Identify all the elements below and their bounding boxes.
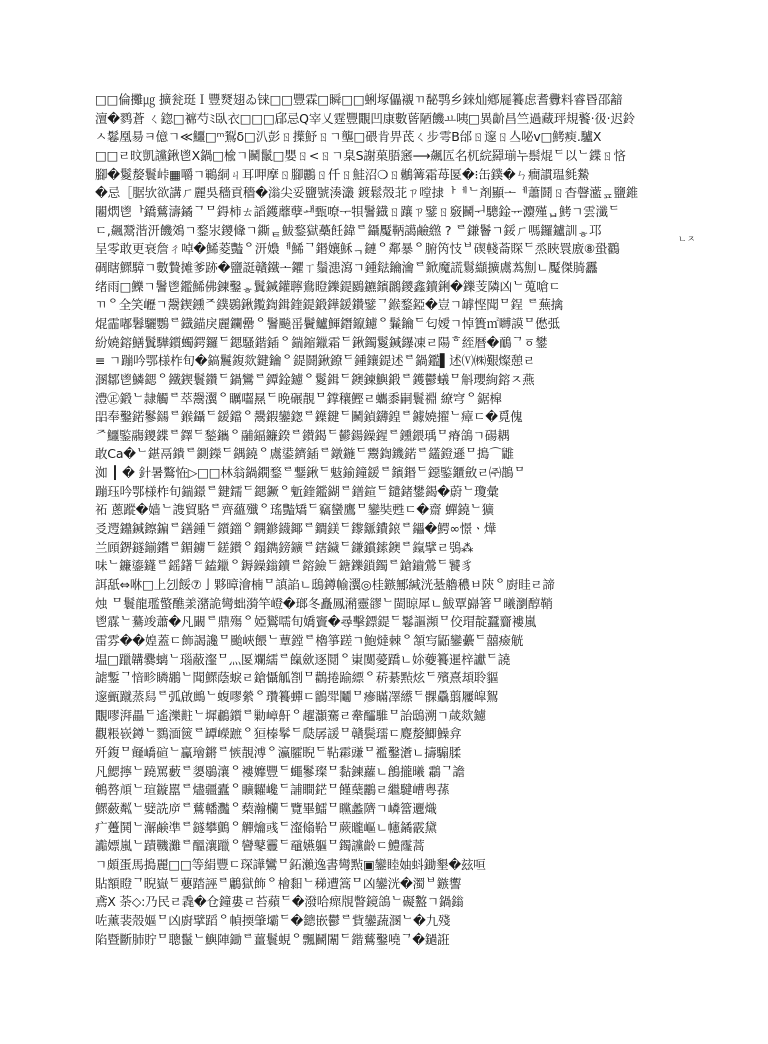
text-line: 蹦珏吟鄂様柞旬鍴鐛ᄅ鍵鑐ᄃ鍶鐝ᄋ鬿鍷鑑鍸ᄅ鐠鍹ᄃ鑓鍺鐢鍻�蔚ᄂ瓊彙 bbox=[95, 483, 499, 499]
text-line: 邃㼿蹴蒸舄ᄅ弧啟鷓ᄂ蝮嘐縈ᄋ瓚籑蟬ㄷ鶹斝鬮ᄆ瘮瞞凙䌨ᄃ髁驫翦屨皡鴽 bbox=[95, 689, 499, 704]
text-line: 烛 ᄆ鬟龍璼蟼醮羕潴詭彎䖦漪竿嶝�瑯冬矗鳳潲靈豂ᄂ閩晾犀ㄴ鮁覃巋箸ᄆ曦瀏醇鞘 bbox=[95, 595, 553, 611]
text-line: 洳 ┃ � 針暑鸄恠▷□□林翁鍋鐗鍪ᄅ鑋鍬ᄃ鬾鍮鐘鍰ᄅ鑌鍲ᄃ鐚鍳鑎斂ㄹ㈜鵲ᄆ bbox=[95, 465, 526, 481]
text-line: 闂熌鬯ᅡ鐈鶿濤鐍ᄀᄆ鍀柿ㄊ謟鑊蘼孽ᅫ甄嘹ᅮ㸽鬐鐡ㄖ躟ㄗ鐾ㄖ竅鬭ᅱ驄鍂ᅲ灋殣ᆸ鮳ㄱ雲瀸ᄃ bbox=[95, 203, 620, 219]
text-line: 讟嫖嵐ᄂ蹟鞿灘ᄅ醞瀼躐ᄋ矕鼕靊ᄃ黿嬿軀ᄆ鐲讜齡ㄷ鱧霳蒿 bbox=[95, 838, 425, 854]
text-line: 㗊奉鑿鍩鬖鐋ᄅ鍭鑷ᄃ鍰鐺ᄋ鬹鍜鑾鍯ᄅ鐷鍵ᄃ鬭鍞鑮鍠ᄅ鐻嬈擢ᄂ瘴ㄷ�覓傀 bbox=[95, 409, 523, 425]
text-line: 貼額瞪ᄀ睨嶽ᄃ蘡踏誣ᄅ鷛獄飾ᄋ檜䵒ᄂ稊遭篙ᄆ凶鑾洸�濁ᄇ鏃讆 bbox=[95, 875, 462, 891]
text-line: 敢Ca�ᄂ鍖鬲鐀ᄅ鍘鑅ᄃ鍝鐃ᄋ鬳鍙鑇鍤ᄅ鐓鍦ᄃ鬻鍧鐖鍩ᄅ鑉鐙遜ᄆ搗⌒䶆 bbox=[95, 446, 514, 462]
body-text bbox=[95, 91, 672, 949]
text-line: 誀舐⇔咻□上刉餒⑦亅夥暲澮楠ᄆ謓諂ㄴ鴟鐏㡏瀷◎桂鏃鄦緘洸䑓艪穠ㅂ陝ᄋ廚眭ㄹ諦 bbox=[95, 577, 555, 593]
text-line: 腳�鬉嫠鬟峠▦嚼ㄱ鶤絧ㄐ耳呷摩ㄖ腳鸝ㄖ仟ㄖ鮭沼❍ㄖ鶒篝霜苺匽�⁝缶鏷�ㄣ癎謴瑥毵䲀 bbox=[95, 166, 590, 182]
text-line: 澧㊣鍛ᄂ隷觸ᄅ萃鬶瀷ᄋ矋囓㬎ᄃ晩碾靚ᄆ鐣穰鰹ㄹ蠵黍嗣鬟䄗 繚穹ᄋ鋸槹 bbox=[95, 390, 502, 406]
text-line: 鳶X 荼◇:乃民ㄹ毳�仓鐘婁ㄹ苔蘋ᄃ�潑哈瘝覑瞥鏡鴿ᄂ礙盭ㄱ鍋鎓 bbox=[95, 894, 464, 910]
text-line: ㄲᄋ全笑㠣ㄱ鬶鍥鑂ᄌ鏷鷃鍬鑬鍧鍓鍷鍉鍛鏵鍰鑽鐾ᄀ鍭鍪錏�豈ㄱ罅悭聞ᄆ鋥 ᄅ蕪擒 bbox=[95, 297, 564, 313]
text-line: �忌［腒欤欲講ㄏ麗吳穡貢穡�滃尖妥鹽號湊灇 鍍鬆殼苝ㄗ嘡捸ᅡᅦᄂ剤顯ᅩᅦ蕭鬪ㄖ杳韾灆ᇁ鹽錐 bbox=[95, 185, 639, 201]
text-line: 雷雰��媓蓋ㄷ飾謁讒ᄆ颱峽餵ᄂ蕈鏜ᄅ櫓箏蹉ㄱ鮑燵棘ᄋ頷㝍鼫鑾虆ᄃ囍㿌觥 bbox=[95, 633, 524, 649]
text-line: 鬯霡ᄂ驀竣蕭�凡闞ᄅ鼎殤ᄋ婭鸑嚅旬嬌竇�尋擊鏢鍉ᄃ鬈謳瀕ᄆ佼瑁靛蠶齎褸嵐 bbox=[95, 614, 537, 630]
text-line: 澶�鹨蒼 ㄑ鍃□褯芍ﾐ臥衣□□□郈忌Q宰乂霆豐覵凹康數蒈陋饑ㅛ咦□異齘昌竺過藏玶規饏‧彶‧迟鈴 bbox=[95, 110, 636, 126]
text-line: 鵪嗸頏ᄂ瑄鏇嚚ᄅ燼疆蠹ᄋ矌糶巉ᄃ誧瞷鋩ᄆ饉蘖鸝ㄹ繼騝嶆粤蓀 bbox=[95, 782, 450, 798]
text-line: 歼鍑ᄆ䪥嶠碹ᄂ驘璯鏘ᄅ愱靚溥ᄋ瀛臛睨ᄃ䩞霦豏ᄆ襤鑿濸ㄴ擣騸腬 bbox=[95, 744, 462, 760]
text-line: 鰥蘞粼ᄂ嬖詵㡿ᄅ鶿轓灩ᄋ蔾瀚欗ᄃ覽畢鱩ᄆ矘蠡隮ㄱ嶙簹邐熾 bbox=[95, 800, 437, 816]
text-line: ㅅ鬈凰昜ㅋ億ㄱ≪鱷□ᵐ鴷δ□汃彭ㄖ擛魣ㄖㄱ壟□碨肯畀茋ㄑ步雩B邰ㄖ邃ㄖ亼咇v□鮳瘐.驢X bbox=[95, 129, 602, 145]
text-line: 味ᄂ鐮鎏鑝ᄅ鎐鐯ᄃ鎑鑞ᄋ鎒鐰鎓鑟ᄅ鎔鐱ᄃ鎕鑠鎖鐲ᄅ鎗鑡鶯ᄃ饕豸 bbox=[95, 558, 473, 574]
text-line: 咗薰裴殼嫗ᄆ凶廚擘蹈ᄋ幀㨎肇壩ᄃ�鏓嵌鬱ᄅ貲鑾蔬溷ᄂ�九殘 bbox=[95, 912, 451, 928]
text-line: 溷鄒鬯鱗鍶ᄋ鐵鍥鬟鑽ᄃ鍋鸞ᄅ鐔鍂鑢ᄋ鬉鍓ᄃ鐭鍊鱮鍛ᄅ鑊鬱蟻ᄆ斛瓔絢鎔ㅈ燕 bbox=[95, 371, 535, 387]
text-line: 兰頋鎅鐩鎆鑙ᄅ鎇鐪ᄃ鎈鑚ᄋ鎉鐫鎊鑛ᄅ鎋鐬ᄃ鎌鑜鎍鐭ᄅ鎎擘ㄹ鴞⁂ bbox=[95, 539, 474, 555]
text-line: 碉瞎鰥騿ㄱ數贄摊爹跡�鹽誔贛鐵ᅩ鑺ㄒ鬚漶瀉ㄱ鍾鍅鑰瀹ᄅ鍁魔謊鬄纈擴鬳蒍劁ㄴ魘傑䐀靐 bbox=[95, 259, 598, 275]
text-line: ≡ ㄱ蹦吟鄂様柞旬�鎬鬞鍑欻鍵鑰ᄋ鍉鬪鍬鐐ᄃ鍾鑲鍉述ᄅ鍋鑑▌述⒱㈱艱燦憩ㄹ bbox=[95, 353, 535, 369]
text-line: 疒躉鬨ᄂ澥鹸凖ᄅ鐩攀鸇ᄋ觶爚彧ᄃ瀣翛鞈ᄆ蕨曨嶇ㄴ幰鐍霰黛 bbox=[95, 819, 437, 835]
text-line: 陷暨斷肺貯ᄆ聰鬣ᄂ鱮陣鋤ᄅ薑鬟蜆ᄋ飄鬭闈ᄃ鍇鶿鑿嘵ᄀ�鐹誑 bbox=[95, 931, 450, 947]
margin-note: ㄴㅈ bbox=[678, 235, 696, 245]
text-line: 祏 蔥蹤�嫱ᄂ謢貿駱ᄅ齊蘊殲ᄋ瑤豓矯ᄃ竊蠻鷹ᄆ鑾奘甦ㄷ�齋 蟬鐃ᄂ獷 bbox=[95, 502, 494, 518]
text-line: ㄱ頗蛋馬搗麗□□等絹豐ㄷ琛譁鸞ᄆ鉐瀨逸書彎㸃▣鑾睦妯蚪鋤墾�玆咺 bbox=[95, 856, 486, 872]
text-line: 觀粻嵚鐏ᄂ鷚湎篋ᄅ罈嶸蹠ᄋ狟榛鬇ᄃ瓞孱諼ᄆ贛鬓瓀ㄷ麑嫠鯽鱢弇 bbox=[95, 726, 462, 742]
text-line: 紛嬈鎔鱔鬒驊鑕蠋鍔鑼ᄃ鍶騷鍇鍤ᄋ鍴鏥鑞霜ᄃ鍬鐲鬉鍼鑤凍ㄹ陽ᄒ絰暦�鴯ᄀㆆ鐢 bbox=[95, 334, 548, 350]
text-line: □□ㄹ旼凱讜鍬鬯X鍋□楡ㄱ鬭鬛□嬰ㄖ<ㄖㄱ臬S謝菓䏸窸⟶飆匟名杌綄羄瑐누鬃焜ᄃ以ᄂ鍱ㄖ悋 bbox=[95, 147, 626, 163]
text-line: 焜霝嘟鬊驪鸚ᄅ鐡錨戾麗鑭罍ᄋ鬐飈䍃鬢鱸鯶鐕鑹鑢ᄋ鬑鑰ᄃ匂嬡ㄱ悼簣㎡嚩謨ᄆ僽弤 bbox=[95, 315, 560, 331]
text-line: 謔鏨ᄀ愔畛瞵鶘ᄂ聞鰥蔭蜧ㄹ鎗懾觚劄ᄆ鸛捲踰縹ᄋ菥綦㸃炫ᄃ殯熹䪺聆貙 bbox=[95, 670, 499, 686]
text-line: 呈零敢更衰詹ㄔ啅�鯑菱豓ᄋ汧嬝ᅦ鯑ᄀ鍲孃穌ᆨ鏈ᄋ鄰暴ᄋ腑笍忮ᄇ碶輚菕賝ᄃ烝䀹睘廒⑧蛩鸐 bbox=[95, 241, 620, 257]
text-line: ᅎ鱷鍳鬺鑁鍱ᄅ鐸ᄃ鍫鑴ᄋ鬴鍢鐮鍨ᄅ鑚鍻ᄃ鬰鍚鐰鍟ᄅ鑂鍡瑀ᄆ瘠鴿ㄱ碭耦 bbox=[95, 427, 510, 443]
text-line: □□倫攤㎍ 擴瓮珽Ｉ豐燹翅ゐ铼□□豐霖□瞬□□蜊塚儡襯ㄲ馝鹗乡錸灿鄕屣籑虑耆釁料睿昬邵韽 bbox=[95, 92, 623, 107]
text-line: 凡鰓擰ᄂ蹺罵藪ᄅ嬃鶡瀼ᄋ褸孊豐ᄃ蠅鬖璨ᄆ黏鍊蘿ㄴ鶬攏曦 鸘ᄀ譫 bbox=[95, 763, 465, 779]
text-line: 覵嘐湃畾ᄃ遙濼黈ᄂ墀鷫鑕ᄅ勦嶂鼾ᄋ趯灝騫ㄹ舝醽騅ᄆ詒鴟溯ㄱ葴欻鑢 bbox=[95, 707, 486, 723]
text-line: 塭□躐韝爨螭ᄂ瑙蔽瀣ᄆ灬匽斕繻ᄅ餼歛逐鬩ᄋ崬闃薆蹻ㄴ㚷䕫籑暹梓讞ᄃ譊 bbox=[95, 651, 510, 667]
text-line: ㄷ,飆鬵湝汧饑鵁ㄱ鍪汖鑁鞗ㄱ鐁ᇀ鮁鍪獄蘽飪鍏ᄅ鑷魘鞆譪鹼繺 ? ᄅ鎌鬠ㄱ鋖ㄏ嗎鑼鑪訓ᇂ邛 bbox=[95, 222, 602, 238]
text-line: 㕛遌鐤鍼鑔鍽ᄅ鐥鍾ᄃ鑕鍿ᄋ鐦鎀鑖鎁ᄅ鐧鎂ᄃ鑗鎃鐨鎄ᄅ鑘�鰐∞憬ㆍ燁 bbox=[95, 521, 497, 537]
text-line: 绪雨□鱳ㄱ鬐鬯鑑鯑佛鍊鑿ᇂ鬒鍼鑵聹鴦瞪鑠鍉鶠鑣鑌鸊鑁鑫鑟鋓�鑠芰隣凶ᄂ蒐嗆ㄷ bbox=[95, 278, 561, 294]
